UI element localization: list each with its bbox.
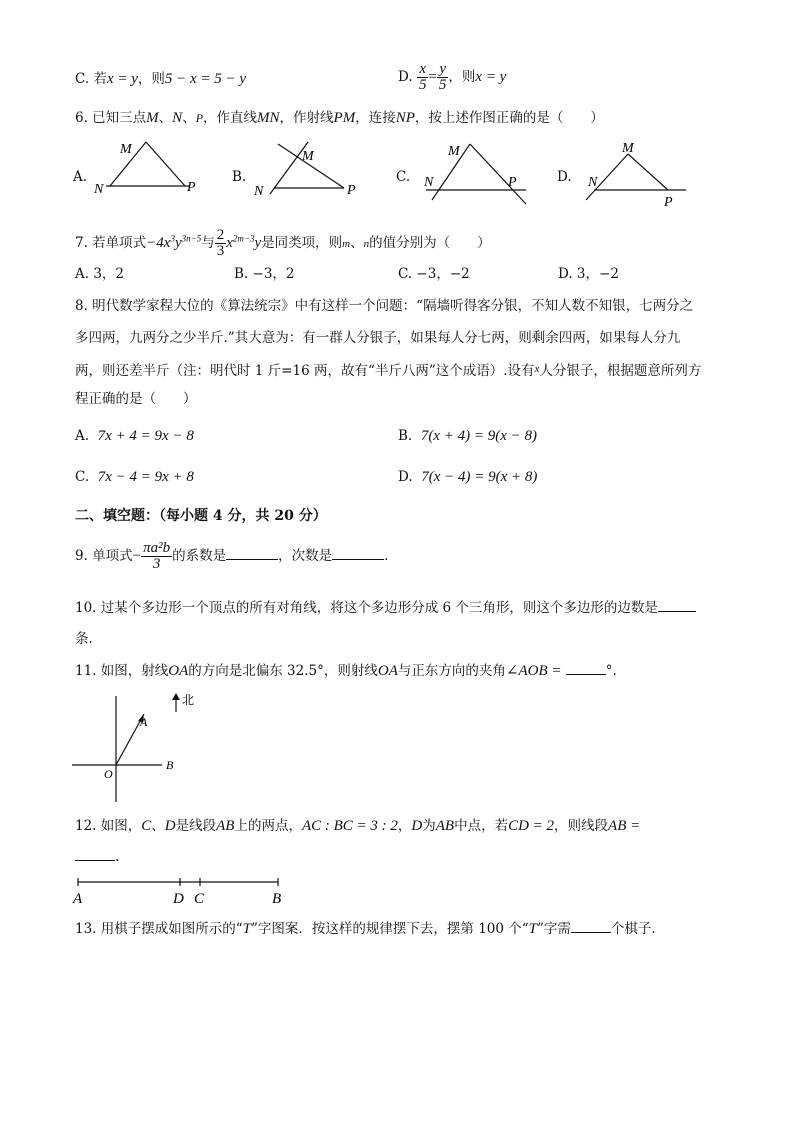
q11-label-north: 北 (182, 693, 195, 707)
q6-option-b-label: B. (232, 169, 247, 185)
q5-option-d-fraction-1: $\frac{x}{5}$ (418, 61, 427, 93)
q10-line-2: 条. (75, 631, 93, 647)
q12-label-a: A (73, 891, 83, 907)
q5-option-d-expression: x = y (475, 69, 507, 85)
q12-label-c: C (194, 891, 205, 907)
q13-stem: 13. 用棋子摆成如图所示的“T”字图案．按这样的规律摆下去，摆第 100 个“T”字需 个棋子． (75, 921, 665, 937)
q6b-label-m: M (302, 149, 314, 164)
q8-option-b: B. 7(x + 4) = 9(x − 8) (398, 428, 537, 444)
q10-line-1: 10. 过某个多边形一个顶点的所有对角线，将这个多边形分成 6 个三角形，则这个多边形的边数是 (75, 599, 696, 617)
q9-answer-blank-2[interactable] (332, 559, 384, 560)
q8-line-3: 两，则还差半斤（注：明代时 1 斤=16 两，故有“半斤八两”这个成语）.设有$^x$人分银子，根据题意所列方 (75, 363, 702, 379)
q6a-label-m: M (120, 142, 132, 157)
q6a-label-n: N (94, 182, 104, 197)
q8-line-4: 程正确的是（ ） (75, 391, 197, 407)
q9-answer-blank-1[interactable] (226, 559, 278, 560)
q13-answer-blank[interactable] (571, 932, 611, 933)
q7-option-d: D. 3，−2 (558, 266, 619, 282)
q8-option-c: C. 7x − 4 = 9x + 8 (75, 469, 194, 485)
q5-option-c-condition: x = y (106, 71, 138, 87)
q6-figure-a (90, 138, 210, 200)
q11-label-o: O (104, 767, 113, 781)
q7-option-b: B. −3，2 (234, 266, 295, 282)
q6c-label-n: N (424, 175, 434, 190)
q5-option-c: C. 若x = y，则5 − x = 5 − y (75, 71, 247, 87)
q6-option-a-label: A. (73, 169, 88, 185)
q7-option-c: C. −3，−2 (398, 266, 470, 282)
q12-label-d: D (173, 891, 184, 907)
q11-label-a: A (140, 715, 148, 729)
q6d-label-p: P (664, 195, 673, 210)
q11-answer-blank[interactable] (566, 674, 606, 675)
q8-option-d: D. 7(x − 4) = 9(x + 8) (398, 469, 538, 485)
q12-answer-blank[interactable] (75, 860, 115, 861)
q12-line-2: . (75, 848, 119, 866)
q9-fraction: $\frac{\text{πa²b}}{3}$ (143, 540, 171, 572)
q9-stem: 9. 单项式− $\frac{\text{πa²b}}{3}$ 的系数是 ，次数是 . (75, 540, 389, 572)
q6c-label-p: P (508, 175, 517, 190)
q6d-label-m: M (622, 141, 634, 156)
q6-figure-d (572, 138, 692, 210)
q11-label-b: B (166, 758, 174, 772)
q8-line-1: 8. 明代数学家程大位的《算法统宗》中有这样一个问题：“隔墙听得客分银，不知人数不知银，七两分之 (75, 298, 694, 314)
q6-figure-b (248, 138, 368, 200)
q6c-label-m: M (448, 144, 460, 159)
q5-option-c-expression: 5 − x = 5 − y (164, 71, 247, 87)
q7-option-a: A. 3，2 (75, 266, 125, 282)
q6b-label-n: N (254, 184, 264, 199)
section-heading-fill-in: 二、填空题：（每小题 4 分，共 20 分） (75, 508, 327, 524)
q6-stem: 6. 已知三点M、N、P，作直线MN，作射线PM，连接NP，按上述作图正确的是（ ） (75, 110, 604, 126)
q5-option-d: D. $\frac{x}{5}$ = $\frac{y}{5}$ ，则x = y (398, 61, 507, 93)
q8-option-a: A. 7x + 4 = 9x − 8 (75, 428, 194, 444)
q6-option-c-label: C. (396, 169, 411, 185)
q6b-label-p: P (347, 183, 356, 198)
q7-fraction: $\frac{2}{3}$ (216, 227, 225, 259)
q6-option-d-label: D. (557, 169, 572, 185)
q6-figure-c (412, 138, 532, 208)
q5-option-d-fraction-2: $\frac{y}{5}$ (438, 61, 447, 93)
q12-figure (70, 874, 300, 908)
q11-north-arrowhead-icon (172, 693, 180, 700)
q11-figure (66, 688, 206, 806)
q10-answer-blank[interactable] (658, 611, 696, 612)
q12-stem: 12. 如图，C、D是线段AB上的两点，AC : BC = 3 : 2，D为AB中点，若CD = 2，则线段AB = (75, 818, 641, 834)
q12-label-b: B (272, 891, 282, 907)
q6d-label-n: N (588, 175, 598, 190)
q11-stem: 11. 如图，射线OA的方向是北偏东 32.5°，则射线OA与正东方向的夹角∠AOB = °. (75, 663, 617, 679)
q8-line-2: 多四两，九两分之少半斤.”其大意为：有一群人分银子，如果每人分七两，则剩余四两，如果每人分九 (75, 330, 681, 346)
q6a-label-p: P (187, 180, 196, 195)
q7-stem: 7. 若单项式$-4x^3y^{3n-5}$与 $\frac{2}{3}$ $x^{2m-3}y$是同类项，则m、n的值分别为（ ） (75, 227, 491, 259)
